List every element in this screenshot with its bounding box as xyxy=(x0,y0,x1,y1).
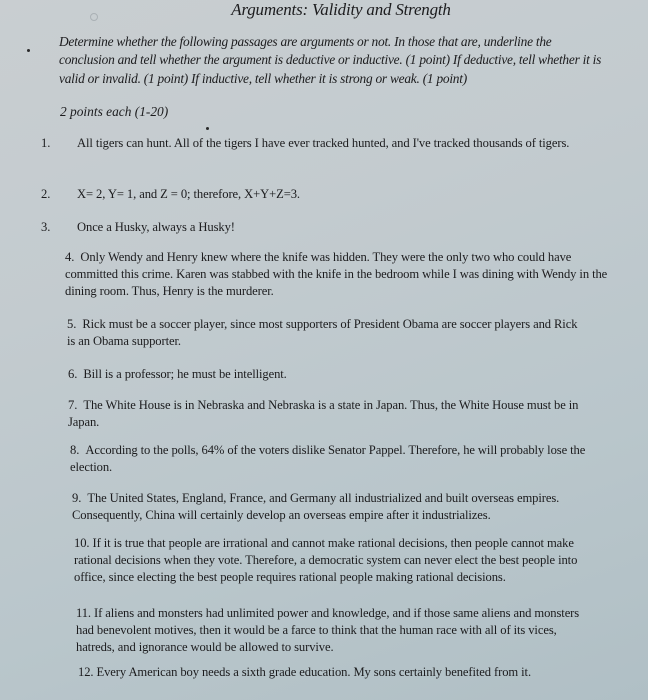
question-11 xyxy=(76,605,591,656)
question-5 xyxy=(67,316,587,350)
question-number: 7. xyxy=(68,398,78,412)
question-text: The United States, England, France, and Germany all industrialized and built overseas empires. Consequently, China will certainly develop an overseas empire after it industrializes. xyxy=(72,491,560,522)
question-6 xyxy=(68,366,628,383)
paper-mark-dot xyxy=(27,49,30,52)
question-number: 11. xyxy=(76,606,91,620)
question-text: Once a Husky, always a Husky! xyxy=(77,220,235,234)
question-10 xyxy=(74,535,589,586)
question-number: 9. xyxy=(72,491,82,505)
question-number: 12. xyxy=(78,665,94,679)
question-2 xyxy=(41,186,637,203)
question-number: 4. xyxy=(65,250,75,264)
question-number: 2. xyxy=(41,187,51,201)
question-text: Bill is a professor; he must be intelligent. xyxy=(83,367,287,381)
question-number: 6. xyxy=(68,367,78,381)
question-text: If it is true that people are irrational and cannot make rational decisions, then people cannot make rational decisions when they vote. Therefore, a democratic system can never elect the best people into office, since electing the best people requires rational people making rational decisions. xyxy=(74,536,578,584)
question-text: Every American boy needs a sixth grade education. My sons certainly benefited from it. xyxy=(96,665,532,679)
question-text: Only Wendy and Henry knew where the knife was hidden. They were the only two who could have committed this crime. Karen was stabbed with the knife in the bedroom while I was dining with Wendy in the dining room. Thus, Henry is the murderer. xyxy=(65,250,608,298)
instructions-text: Determine whether the following passages are arguments or not. In those that are, underline the conclusion and tell whether the argument is deductive or inductive. (1 point) If deductive, tell whether it is valid or invalid. (1 point) If inductive, tell whether it is strong or weak. (1 point) xyxy=(59,34,602,86)
page-title: Arguments: Validity and Strength xyxy=(231,0,451,19)
question-text: Rick must be a soccer player, since most supporters of President Obama are soccer players and Rick is an Obama supporter. xyxy=(67,317,578,348)
question-4 xyxy=(65,249,610,300)
question-number: 5. xyxy=(67,317,77,331)
question-text: X= 2, Y= 1, and Z = 0; therefore, X+Y+Z=3. xyxy=(77,187,300,201)
question-7 xyxy=(68,397,588,431)
question-text: All tigers can hunt. All of the tigers I have ever tracked hunted, and I've tracked thousands of tigers. xyxy=(77,136,570,150)
points-note: 2 points each (1-20) xyxy=(60,104,169,119)
question-text: The White House is in Nebraska and Nebraska is a state in Japan. Thus, the White House must be in Japan. xyxy=(68,398,579,429)
question-number: 8. xyxy=(70,443,80,457)
question-text: If aliens and monsters had unlimited power and knowledge, and if those same aliens and monsters had benevolent motives, then it would be a farce to think that the human race with all of its vices, hatreds, and ignorance would be allowed to survive. xyxy=(76,606,580,654)
question-number: 10. xyxy=(74,536,90,550)
question-number: 1. xyxy=(41,136,51,150)
question-9 xyxy=(72,490,592,524)
question-8 xyxy=(70,442,590,476)
question-12 xyxy=(78,664,598,681)
question-1 xyxy=(41,135,617,152)
question-number: 3. xyxy=(41,220,51,234)
paper-mark-dot xyxy=(206,127,209,130)
question-3 xyxy=(41,219,637,236)
question-text: According to the polls, 64% of the voters dislike Senator Pappel. Therefore, he will probably lose the election. xyxy=(70,443,586,474)
